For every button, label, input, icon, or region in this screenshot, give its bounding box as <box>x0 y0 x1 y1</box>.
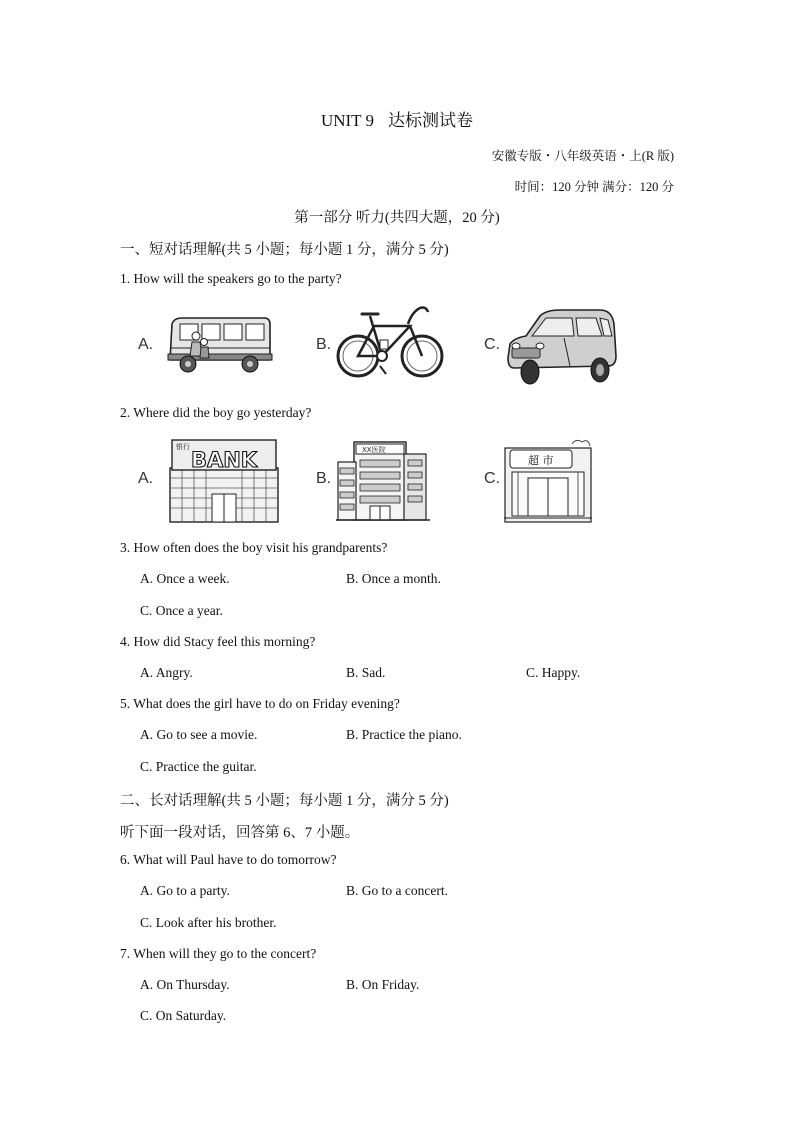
bicycle-icon <box>336 304 444 390</box>
bank-sign: BANK <box>190 448 258 472</box>
picture-label-b: B. <box>316 336 332 353</box>
question-6-option-b[interactable]: B. Go to a concert. <box>346 883 448 898</box>
question-4-option-a[interactable]: A. Angry. <box>140 665 193 680</box>
question-4-option-c[interactable]: C. Happy. <box>526 665 581 680</box>
bank-icon <box>168 438 280 524</box>
question-1-pictures <box>138 302 658 394</box>
question-6: 6. What will Paul have to do tomorrow? <box>120 852 337 867</box>
supermarket-sign: 超 市 <box>528 454 554 467</box>
question-2: 2. Where did the boy go yesterday? <box>120 405 312 420</box>
picture-label-b: B. <box>316 470 332 487</box>
picture-label-c: C. <box>484 470 500 487</box>
question-5-option-a[interactable]: A. Go to see a movie. <box>140 727 258 742</box>
hospital-sign: XX医院 <box>362 446 386 454</box>
part-title: 第一部分 听力(共四大题，20 分) <box>294 210 500 226</box>
question-5: 5. What does the girl have to do on Friday evening? <box>120 696 400 711</box>
section1-title: 一、短对话理解(共 5 小题；每小题 1 分，满分 5 分) <box>120 242 449 258</box>
bus-icon <box>166 316 274 374</box>
car-icon <box>504 306 620 388</box>
hospital-icon <box>336 440 430 522</box>
test-title: 达标测试卷 <box>388 111 474 130</box>
section2-instruction: 听下面一段对话，回答第 6、7 小题。 <box>120 825 360 841</box>
question-7: 7. When will they go to the concert? <box>120 946 317 961</box>
question-1: 1. How will the speakers go to the party? <box>120 271 342 286</box>
edition-label: 安徽专版・八年级英语・上(R 版) <box>491 149 674 163</box>
question-7-option-c[interactable]: C. On Saturday. <box>140 1008 227 1023</box>
question-4: 4. How did Stacy feel this morning? <box>120 634 316 649</box>
time-info: 时间：120 分钟 满分：120 分 <box>514 180 674 194</box>
question-3: 3. How often does the boy visit his grandparents? <box>120 540 388 555</box>
picture-label-c: C. <box>484 336 500 353</box>
question-4-option-b[interactable]: B. Sad. <box>346 665 386 680</box>
question-3-option-b[interactable]: B. Once a month. <box>346 571 441 586</box>
picture-label-a: A. <box>138 336 154 353</box>
question-6-option-c[interactable]: C. Look after his brother. <box>140 915 277 930</box>
section2-title: 二、长对话理解(共 5 小题；每小题 1 分，满分 5 分) <box>120 793 449 809</box>
question-5-option-b[interactable]: B. Practice the piano. <box>346 727 462 742</box>
question-5-option-c[interactable]: C. Practice the guitar. <box>140 759 257 774</box>
supermarket-icon <box>504 438 594 524</box>
picture-label-a: A. <box>138 470 154 487</box>
question-6-option-a[interactable]: A. Go to a party. <box>140 883 230 898</box>
question-7-option-b[interactable]: B. On Friday. <box>346 977 420 992</box>
bank-small-sign: 银行 <box>176 443 190 451</box>
unit-label: UNIT 9 <box>320 111 375 130</box>
question-7-option-a[interactable]: A. On Thursday. <box>140 977 230 992</box>
question-2-pictures <box>138 436 658 528</box>
question-3-option-c[interactable]: C. Once a year. <box>140 603 223 618</box>
page-title <box>0 106 794 131</box>
question-3-option-a[interactable]: A. Once a week. <box>140 571 230 586</box>
